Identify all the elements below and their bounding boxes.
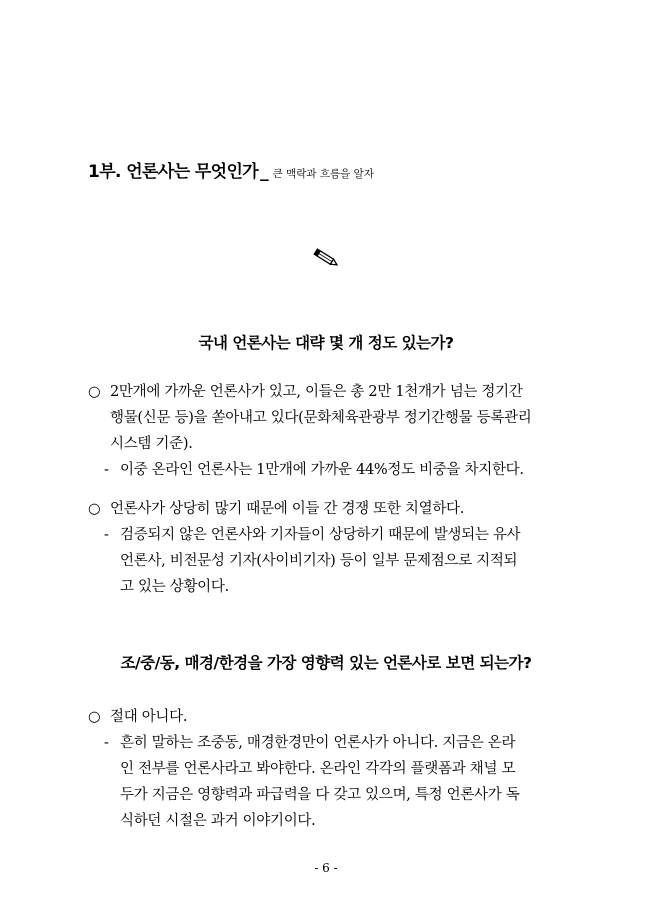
sub-item-text-line: 식하던 시절은 과거 이야기이다.: [120, 813, 316, 829]
item-text-line: 2만개에 가까운 언론사가 있고, 이들은 총 2만 1천개가 넘는 정기간: [110, 384, 523, 400]
item-text-line: 절대 아니다.: [110, 709, 188, 725]
part-heading: [88, 160, 374, 186]
dash-bullet: -: [104, 735, 109, 751]
circle-bullet: ○: [88, 501, 101, 517]
sub-list-item: [104, 459, 524, 481]
pencil-icon: [311, 246, 341, 270]
dash-bullet: -: [104, 527, 109, 543]
part-title: 1부. 언론사는 무엇인가: [88, 162, 259, 182]
sub-item-text-line: 흔히 말하는 조중동, 매경한경만이 언론사가 아니다. 지금은 온라: [120, 735, 516, 751]
list-item: [88, 706, 187, 728]
sub-item-text-line: 두가 지금은 영향력과 파급력을 다 갖고 있으며, 특정 언론사가 독: [120, 787, 520, 803]
section-question-1: 국내 언론사는 대략 몇 개 정도 있는가?: [198, 334, 454, 352]
circle-bullet: ○: [88, 709, 101, 725]
circle-bullet: ○: [88, 384, 101, 400]
list-item: [88, 498, 464, 520]
part-title-separator: _: [260, 162, 269, 182]
section-question-2: 조/중/동, 매경/한경을 가장 영향력 있는 언론사로 보면 되는가?: [120, 654, 532, 672]
sub-item-text-line: 언론사, 비전문성 기자(사이비기자) 등이 일부 문제점으로 지적되: [120, 553, 518, 569]
dash-bullet: -: [104, 462, 109, 478]
sub-item-text-line: 고 있는 상황이다.: [120, 579, 229, 595]
sub-item-text-line: 인 전부를 언론사라고 봐야한다. 온라인 각각의 플랫폼과 채널 모: [120, 761, 516, 777]
sub-list-item: [104, 524, 520, 546]
list-item: [88, 381, 523, 403]
page-number: - 6 -: [314, 861, 338, 875]
part-subtitle: 큰 맥락과 흐름을 알자: [272, 168, 374, 180]
item-text-line: 행물(신문 등)을 쏟아내고 있다(문화체육관광부 정기간행물 등록관리: [110, 410, 532, 426]
item-text-line: 시스템 기준).: [110, 436, 193, 452]
sub-item-text-line: 검증되지 않은 언론사와 기자들이 상당하기 때문에 발생되는 유사: [120, 527, 521, 543]
sub-list-item: [104, 732, 515, 754]
item-text-line: 언론사가 상당히 많기 때문에 이들 간 경쟁 또한 치열하다.: [110, 501, 465, 517]
sub-item-text-line: 이중 온라인 언론사는 1만개에 가까운 44%정도 비중을 차지한다.: [120, 462, 524, 478]
